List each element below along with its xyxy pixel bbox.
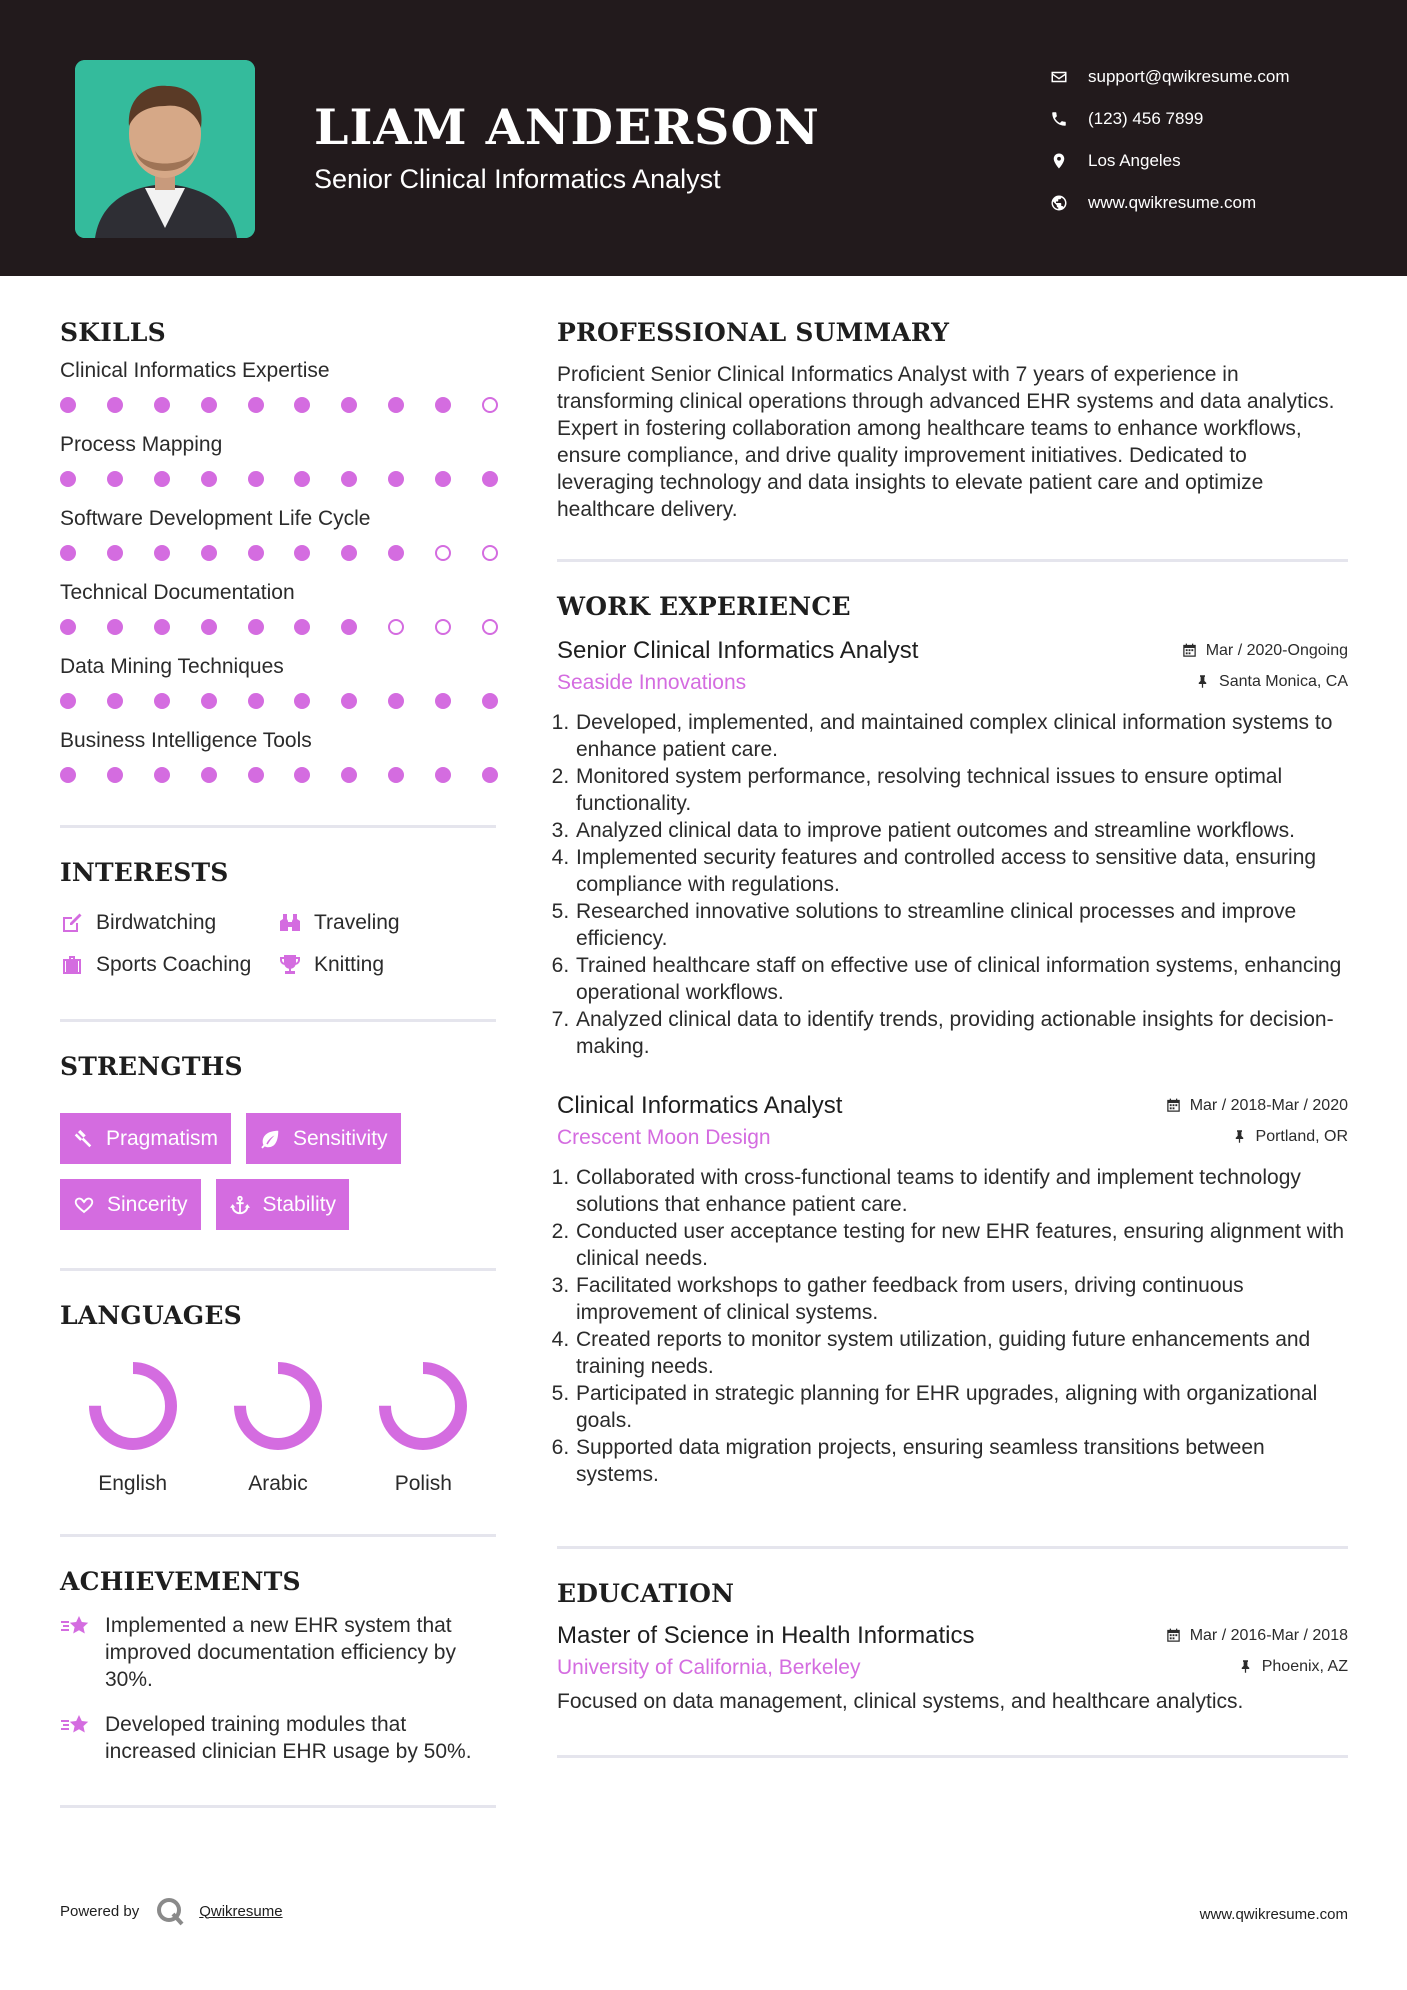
rating-dot-filled [107,767,123,783]
strengths-list [60,1113,496,1230]
education-location [1238,1658,1348,1676]
rating-dot-filled [60,767,76,783]
suitcase-icon [60,953,84,977]
skill-rating [60,397,498,413]
rating-dot-filled [248,471,264,487]
education-dates [1166,1627,1348,1645]
duty-item: 4. Created reports to monitor system utilization, guiding future enhancements and training needs. [575,1326,1348,1380]
duty-item: 7. Analyzed clinical data to identify trends, providing actionable insights for decision-making. [575,1006,1348,1060]
duty-list [557,709,1348,1060]
rating-dot-filled [154,397,170,413]
rating-dot-filled [482,693,498,709]
rating-dot-filled [294,619,310,635]
company-name: Seaside Innovations [557,671,747,694]
calendar-icon [1166,1628,1181,1643]
pushpin-icon [1232,1129,1247,1144]
rating-dot-empty [435,619,451,635]
rating-dot-filled [107,471,123,487]
job-dates [1182,642,1348,660]
skill-name: Process Mapping [60,433,223,456]
leaf-icon [259,1128,281,1150]
rating-dot-filled [341,693,357,709]
qwikresume-logo-icon [155,1896,185,1926]
summary-heading: PROFESSIONAL SUMMARY [557,318,950,347]
duty-item: 1. Collaborated with cross-functional teams to identify and implement technology solutions that enhance patient care. [575,1164,1348,1218]
strength-label: Stability [262,1192,337,1216]
rating-dot-filled [107,545,123,561]
school-name: University of California, Berkeley [557,1656,861,1679]
binoculars-icon [278,911,302,935]
strength-tag [60,1179,201,1230]
rating-dot-empty [435,545,451,561]
interests-heading: INTERESTS [60,858,229,887]
achievement-text: Developed training modules that increased clinician EHR usage by 50%. [105,1713,472,1763]
strength-label: Sincerity [107,1192,188,1216]
footer-url[interactable]: www.qwikresume.com [1199,1906,1348,1923]
envelope-icon [1050,68,1068,86]
skill-rating [60,471,498,487]
shooting-star-icon [60,1614,92,1642]
rating-dot-filled [248,693,264,709]
skill-item [60,729,496,783]
duty-item: 5. Participated in strategic planning for EHR upgrades, aligning with organizational goals. [575,1380,1348,1434]
skill-item [60,655,496,709]
rating-dot-filled [201,545,217,561]
interest-label: Traveling [314,911,400,934]
rating-dot-filled [154,693,170,709]
achievements-heading: ACHIEVEMENTS [60,1567,301,1596]
rating-dot-filled [248,767,264,783]
rating-dot-filled [201,693,217,709]
contact-location [1050,140,1290,182]
rating-dot-filled [341,397,357,413]
duty-item: 1. Developed, implemented, and maintained complex clinical information systems to enhance patient care. [575,709,1348,763]
languages-heading: LANGUAGES [60,1301,242,1330]
pushpin-icon [1238,1659,1253,1674]
rating-dot-empty [388,619,404,635]
education-heading: EDUCATION [557,1579,735,1608]
skill-name: Business Intelligence Tools [60,729,312,752]
summary-text: Proficient Senior Clinical Informatics Analyst with 7 years of experience in transforming clinical operations through advanced EHR systems and data analytics. Expert in fostering collaboration among healthcare teams to enhance workflows, ensure compliance, and drive quality improvement initiatives. Dedicated to leveraging technology and data insights to elevate patient care and optimize healthcare delivery. [557,363,1335,521]
skill-name: Data Mining Techniques [60,655,284,678]
skill-rating [60,545,498,561]
profile-photo [75,60,255,238]
anchor-icon [229,1194,251,1216]
rating-dot-filled [388,767,404,783]
rating-dot-filled [248,545,264,561]
education-text: Focused on data management, clinical systems, and healthcare analytics. [557,1690,1244,1713]
rating-dot-filled [341,545,357,561]
rating-dot-filled [60,619,76,635]
divider [60,825,496,828]
interest-label: Sports Coaching [96,953,252,976]
rating-dot-filled [435,397,451,413]
rating-dot-filled [107,619,123,635]
rating-dot-filled [201,619,217,635]
duty-item: 4. Implemented security features and controlled access to sensitive data, ensuring compliance with regulations. [575,844,1348,898]
duty-item: 6. Trained healthcare staff on effective use of clinical information systems, enhancing operational workflows. [575,952,1348,1006]
rating-dot-empty [482,545,498,561]
language-level-arc [95,1368,171,1444]
interest-item [60,911,278,935]
job-entry [557,1092,1348,1488]
divider [60,1268,496,1271]
languages-list [60,1360,496,1496]
contact-phone-text: (123) 456 7899 [1088,109,1204,128]
skill-name: Clinical Informatics Expertise [60,359,330,382]
achievement-item [60,1711,496,1765]
interest-label: Birdwatching [96,911,217,934]
trophy-icon [278,953,302,977]
divider [557,1546,1348,1549]
achievement-item [60,1612,496,1693]
rating-dot-filled [341,471,357,487]
skill-item [60,433,496,487]
rating-dot-filled [294,471,310,487]
duty-list [557,1164,1348,1488]
skill-item [60,507,496,561]
duty-item: 6. Supported data migration projects, ensuring seamless transitions between systems. [575,1434,1348,1488]
rating-dot-filled [341,619,357,635]
interest-item [60,953,278,977]
rating-dot-filled [435,471,451,487]
rating-dot-filled [294,767,310,783]
rating-dot-filled [60,693,76,709]
job-location [1195,673,1348,691]
job-dates-text: Mar / 2018-Mar / 2020 [1189,1096,1348,1114]
interest-label: Knitting [314,953,385,976]
rating-dot-filled [60,545,76,561]
calendar-icon [1182,643,1197,658]
job-location [1232,1128,1348,1146]
candidate-name: LIAM ANDERSON [314,98,820,156]
gavel-icon [72,1128,94,1150]
rating-dot-filled [154,471,170,487]
duty-item: 3. Facilitated workshops to gather feedback from users, driving continuous improvement of clinical systems. [575,1272,1348,1326]
achievements-list [60,1612,496,1765]
skill-item [60,581,496,635]
language-name: Arabic [248,1472,308,1495]
job-dates-text: Mar / 2020-Ongoing [1205,641,1348,659]
duty-item: 5. Researched innovative solutions to streamline clinical processes and improve efficiency. [575,898,1348,952]
rating-dot-filled [154,545,170,561]
degree-title: Master of Science in Health Informatics [557,1622,975,1649]
strength-tag [60,1113,231,1164]
rating-dot-filled [201,397,217,413]
right-column [557,318,1348,1758]
contact-website[interactable] [1050,182,1290,224]
rating-dot-filled [482,767,498,783]
skills-heading: SKILLS [60,318,166,347]
language-item [60,1360,205,1496]
rating-dot-filled [388,693,404,709]
strength-label: Sensitivity [293,1126,388,1150]
candidate-title: Senior Clinical Informatics Analyst [314,164,721,194]
language-item [205,1360,350,1496]
divider [60,1534,496,1537]
rating-dot-filled [482,471,498,487]
rating-dot-filled [294,545,310,561]
company-name: Crescent Moon Design [557,1126,771,1149]
interest-item [278,953,496,977]
skill-item [60,359,496,413]
strengths-heading: STRENGTHS [60,1052,243,1081]
contact-email[interactable] [1050,56,1290,98]
globe-icon [1050,194,1068,212]
duty-item: 2. Conducted user acceptance testing for new EHR features, ensuring alignment with clinical needs. [575,1218,1348,1272]
language-level-ring [377,1360,469,1452]
rating-dot-filled [435,767,451,783]
resume-header [0,0,1407,276]
language-name: English [98,1472,168,1495]
contact-email-text: support@qwikresume.com [1088,67,1290,86]
language-name: Polish [394,1472,452,1495]
map-pin-icon [1050,152,1068,170]
rating-dot-filled [60,397,76,413]
phone-icon [1050,110,1068,128]
strength-tag [216,1179,350,1230]
job-location-text: Portland, OR [1255,1127,1348,1145]
duty-item: 3. Analyzed clinical data to improve patient outcomes and streamline workflows. [575,817,1348,844]
contact-list [1050,56,1290,224]
experience-heading: WORK EXPERIENCE [557,592,851,621]
rating-dot-filled [248,397,264,413]
strength-tag [246,1113,401,1164]
language-level-ring [87,1360,179,1452]
rating-dot-filled [201,471,217,487]
rating-dot-filled [154,619,170,635]
interest-item [278,911,496,935]
divider [60,1805,496,1808]
rating-dot-filled [435,693,451,709]
rating-dot-filled [60,471,76,487]
rating-dot-filled [107,693,123,709]
qwikresume-link[interactable]: Qwikresume [199,1902,283,1920]
heart-icon [73,1194,95,1216]
language-level-arc [385,1368,461,1444]
contact-location-text: Los Angeles [1088,151,1181,170]
rating-dot-empty [482,397,498,413]
job-dates [1166,1097,1348,1115]
language-level-arc [240,1368,316,1444]
skills-list [60,359,496,783]
achievement-text: Implemented a new EHR system that improved documentation efficiency by 30%. [105,1614,456,1691]
divider [557,559,1348,562]
job-title: Senior Clinical Informatics Analyst [557,637,919,664]
education-dates-text: Mar / 2016-Mar / 2018 [1189,1626,1348,1644]
rating-dot-filled [388,545,404,561]
job-entry [557,637,1348,1060]
skill-name: Technical Documentation [60,581,295,604]
job-location-text: Santa Monica, CA [1219,672,1348,690]
rating-dot-filled [201,767,217,783]
language-item [351,1360,496,1496]
rating-dot-filled [388,471,404,487]
contact-website-text: www.qwikresume.com [1088,193,1257,212]
job-title: Clinical Informatics Analyst [557,1092,843,1119]
interests-list [60,911,496,977]
rating-dot-filled [107,397,123,413]
skill-rating [60,693,498,709]
language-level-ring [232,1360,324,1452]
strength-label: Pragmatism [106,1126,219,1150]
education-entry [557,1622,1348,1715]
rating-dot-filled [294,693,310,709]
divider [60,1019,496,1022]
footer-powered-by [60,1896,283,1926]
rating-dot-filled [248,619,264,635]
rating-dot-filled [341,767,357,783]
rating-dot-filled [154,767,170,783]
divider [557,1755,1348,1758]
education-location-text: Phoenix, AZ [1261,1657,1348,1675]
duty-item: 2. Monitored system performance, resolving technical issues to ensure optimal functionality. [575,763,1348,817]
avatar [75,60,255,238]
calendar-icon [1166,1098,1181,1113]
rating-dot-filled [388,397,404,413]
pencil-icon [60,911,84,935]
pushpin-icon [1195,674,1210,689]
powered-by-text: Powered by [60,1902,140,1920]
rating-dot-filled [294,397,310,413]
rating-dot-empty [482,619,498,635]
skill-name: Software Development Life Cycle [60,507,371,530]
left-column [60,318,496,1808]
contact-phone[interactable] [1050,98,1290,140]
shooting-star-icon [60,1713,92,1741]
skill-rating [60,619,498,635]
skill-rating [60,767,498,783]
